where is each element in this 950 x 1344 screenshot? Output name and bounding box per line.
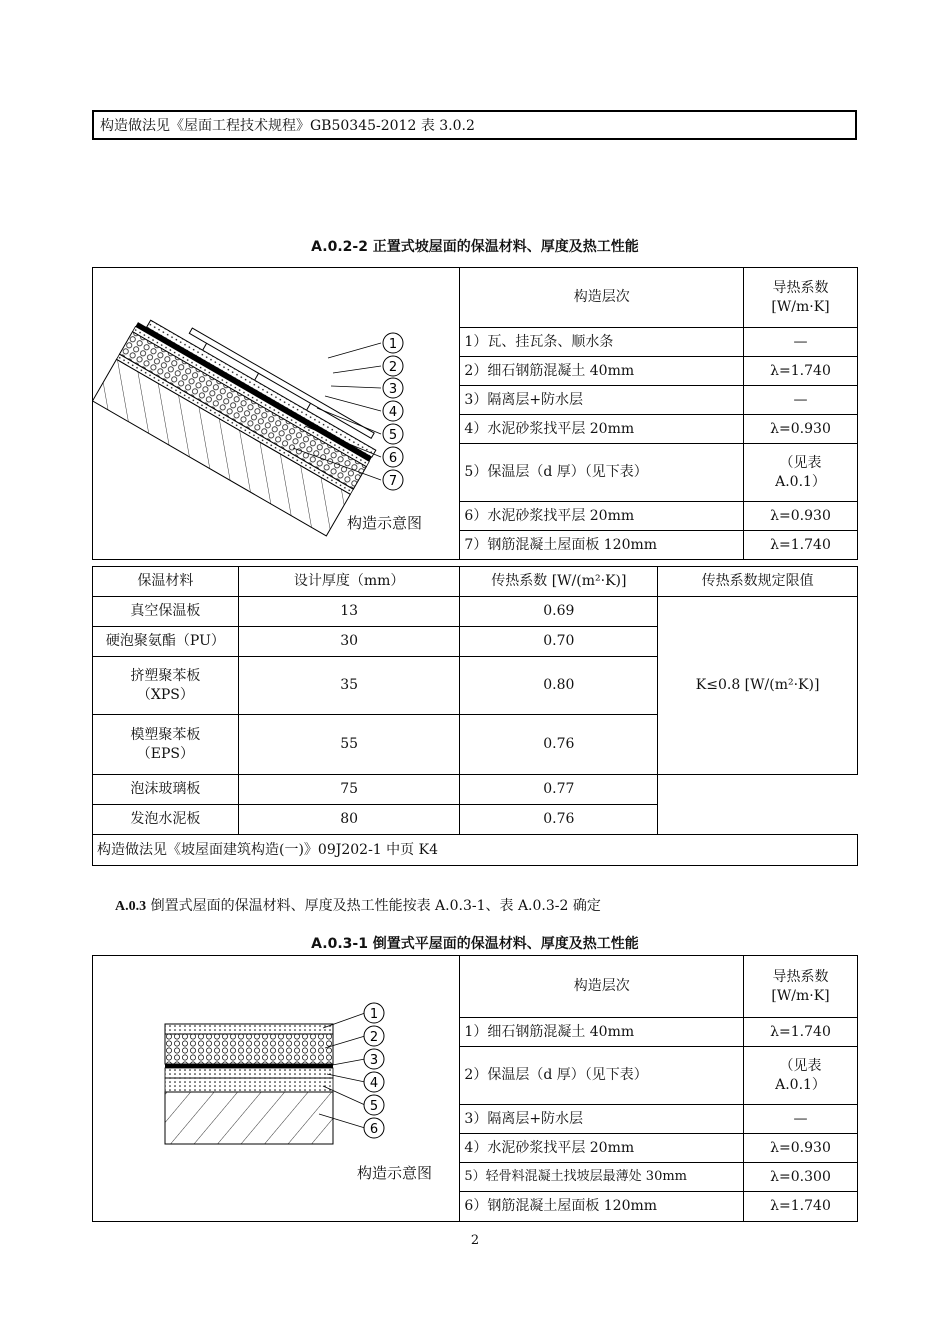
table1-diagram-cell (93, 268, 460, 560)
diagram-marker: 6 (388, 451, 398, 466)
layer-k: λ=1.740 (744, 531, 858, 560)
section-heading (115, 895, 601, 915)
header-k-unit: [W/m·K] (771, 298, 830, 315)
thickness: 13 (238, 597, 460, 627)
material-line1: 挤塑聚苯板 (130, 668, 201, 685)
section-text: 倒置式屋面的保温材料、厚度及热工性能按表 A.0.3-1、表 A.0.3-2 确定 (150, 898, 601, 914)
layer-name: 6）钢筋混凝土屋面板 120mm (460, 1192, 744, 1222)
diagram-marker: 3 (369, 1053, 379, 1068)
col-u-value: 传热系数 [W/(m²·K)] (460, 567, 658, 597)
u-value: 0.76 (460, 805, 658, 835)
diagram-marker: 4 (369, 1076, 379, 1091)
col-limit: 传热系数规定限值 (658, 567, 858, 597)
material (93, 715, 239, 775)
material: 发泡水泥板 (93, 805, 239, 835)
layer-k: λ=0.300 (744, 1163, 858, 1192)
thickness: 75 (238, 775, 460, 805)
layer-k: λ=1.740 (744, 1192, 858, 1222)
table2-diagram-cell (93, 956, 460, 1222)
layer-k-line1: （见表 (779, 1058, 822, 1075)
header-conductivity (744, 956, 858, 1018)
material-line2: （XPS） (136, 686, 194, 703)
thickness: 35 (238, 657, 460, 715)
table2-layers (92, 955, 858, 1222)
table1-footer-note: 构造做法见《坡屋面建筑构造(一)》09J202-1 中页 K4 (93, 835, 858, 866)
layer-k: λ=0.930 (744, 415, 858, 444)
diagram-label: 构造示意图 (347, 514, 423, 532)
header-conductivity (744, 268, 858, 328)
material-line2: （EPS） (136, 745, 195, 762)
header-k: 导热系数 (772, 969, 829, 986)
material: 泡沫玻璃板 (93, 775, 239, 805)
layer-k: λ=1.740 (744, 357, 858, 386)
layer-name: 3）隔离层+防水层 (460, 386, 744, 415)
layer-k: λ=0.930 (744, 1134, 858, 1163)
thickness: 30 (238, 627, 460, 657)
layer-k (744, 444, 858, 502)
diagram-marker: 2 (369, 1030, 379, 1045)
u-value: 0.69 (460, 597, 658, 627)
diagram-marker: 1 (369, 1007, 379, 1022)
diagram-marker: 5 (369, 1099, 379, 1114)
material: 硬泡聚氨酯（PU） (93, 627, 239, 657)
table-row (93, 597, 858, 627)
empty-cell (658, 775, 858, 835)
section-number: A.0.3 (115, 899, 147, 914)
diagram-marker: 6 (369, 1122, 379, 1137)
thickness: 80 (238, 805, 460, 835)
material-line1: 模塑聚苯板 (130, 727, 201, 744)
layer-k: λ=0.930 (744, 502, 858, 531)
diagram-marker: 3 (388, 382, 398, 397)
diagram-marker: 7 (388, 474, 398, 489)
layer-k-line1: （见表 (779, 455, 822, 472)
header-k-unit: [W/m·K] (771, 987, 830, 1004)
layer-name: 4）水泥砂浆找平层 20mm (460, 1134, 744, 1163)
layer-name: 5）轻骨料混凝土找坡层最薄处 30mm (460, 1163, 744, 1192)
u-value: 0.80 (460, 657, 658, 715)
diagram-marker: 2 (388, 360, 398, 375)
diagram-marker: 4 (388, 405, 398, 420)
layer-name: 6）水泥砂浆找平层 20mm (460, 502, 744, 531)
layer-name: 1）细石钢筋混凝土 40mm (460, 1018, 744, 1047)
layer-k: — (744, 386, 858, 415)
layer-k: — (744, 328, 858, 357)
layer-k-line2: A.0.1） (775, 473, 826, 490)
u-value: 0.77 (460, 775, 658, 805)
layer-name: 1）瓦、挂瓦条、顺水条 (460, 328, 744, 357)
layer-k (744, 1047, 858, 1105)
u-value: 0.70 (460, 627, 658, 657)
table-row (93, 775, 858, 805)
layer-name: 4）水泥砂浆找平层 20mm (460, 415, 744, 444)
limit-value: K≤0.8 [W/(m²·K)] (658, 597, 858, 775)
u-value: 0.76 (460, 715, 658, 775)
col-material: 保温材料 (93, 567, 239, 597)
col-thickness: 设计厚度（mm） (238, 567, 460, 597)
layer-k: λ=1.740 (744, 1018, 858, 1047)
header-k: 导热系数 (772, 280, 829, 297)
table1-layers (92, 267, 858, 560)
material: 真空保温板 (93, 597, 239, 627)
layer-name: 7）钢筋混凝土屋面板 120mm (460, 531, 744, 560)
layer-name: 2）细石钢筋混凝土 40mm (460, 357, 744, 386)
material (93, 657, 239, 715)
diagram-label: 构造示意图 (357, 1164, 433, 1182)
header-layers: 构造层次 (460, 268, 744, 328)
layer-k-line2: A.0.1） (775, 1076, 826, 1093)
top-reference-note: 构造做法见《屋面工程技术规程》GB50345-2012 表 3.0.2 (92, 110, 857, 140)
layer-name: 5）保温层（d 厚）（见下表） (460, 444, 744, 502)
layer-name: 3）隔离层+防水层 (460, 1105, 744, 1134)
table1-caption: A.0.2-2 正置式坡屋面的保温材料、厚度及热工性能 (311, 239, 639, 255)
table1-materials (92, 566, 858, 866)
diagram-marker: 1 (388, 337, 398, 352)
diagram-marker: 5 (388, 428, 398, 443)
layer-name: 2）保温层（d 厚）（见下表） (460, 1047, 744, 1105)
thickness: 55 (238, 715, 460, 775)
table2-caption: A.0.3-1 倒置式平屋面的保温材料、厚度及热工性能 (311, 936, 639, 952)
header-layers: 构造层次 (460, 956, 744, 1018)
layer-k: — (744, 1105, 858, 1134)
page-number: 2 (470, 1233, 480, 1248)
